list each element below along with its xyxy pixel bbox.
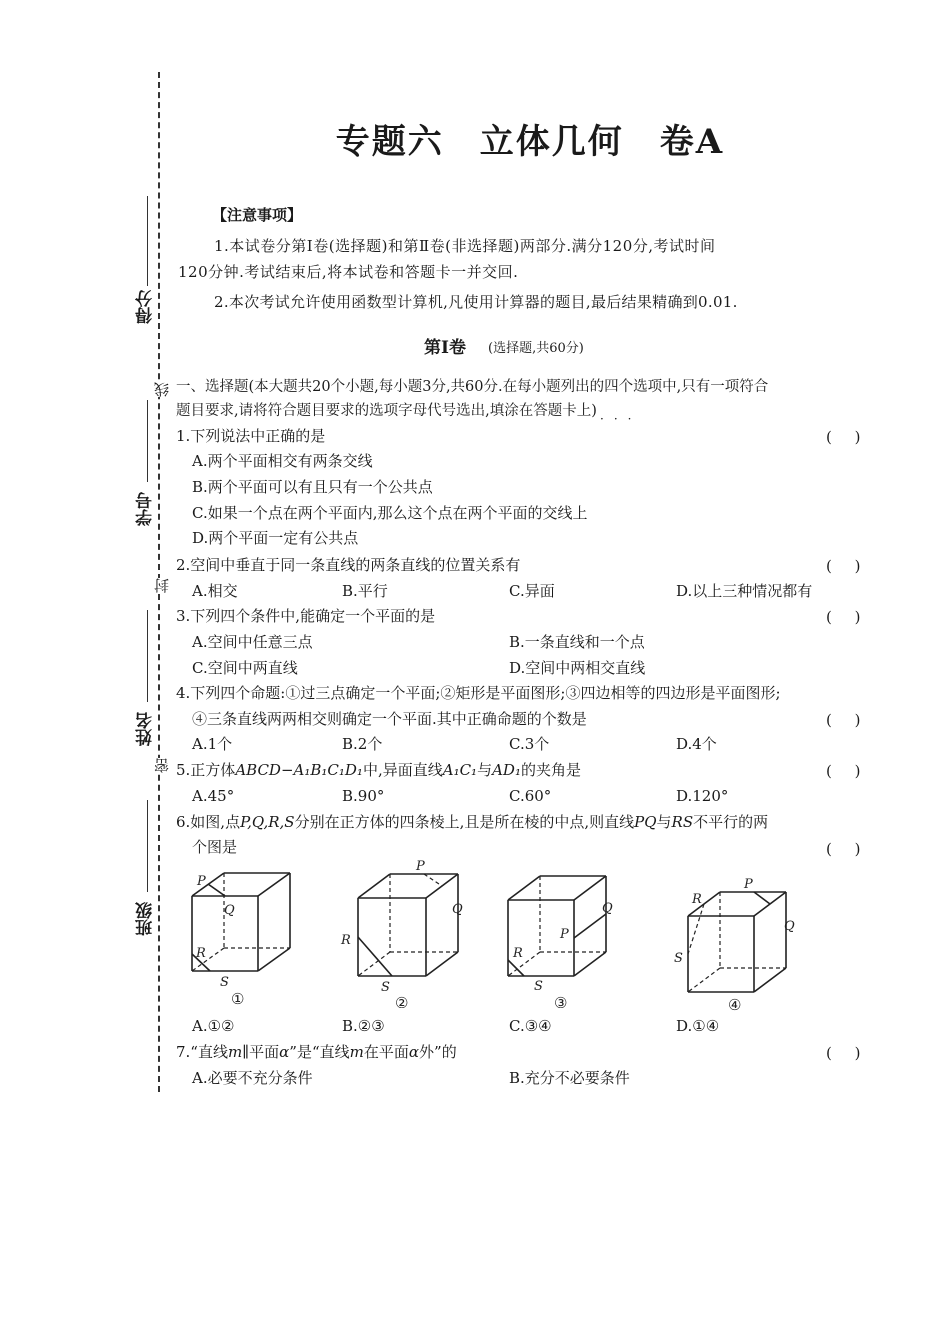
q6-option-b: B.②③ [342, 1017, 385, 1035]
student-id-label: 学号 [136, 492, 156, 526]
q3-option-a: A.空间中任意三点 [192, 633, 313, 651]
score-label: 得分 [136, 290, 156, 324]
q3-option-b: B.一条直线和一个点 [509, 633, 645, 651]
svg-text:P: P [197, 874, 206, 889]
part1-instruction-line1: 一、选择题(本大题共20个小题,每小题3分,共60分.在每小题列出的四个选项中,只有一项符合 [176, 379, 769, 395]
q5-option-c: C.60° [509, 787, 552, 805]
q3-answer-paren: ( ) [826, 608, 861, 626]
q1-stem: 1.下列说法中正确的是 [176, 427, 326, 445]
seal-seal-char: 封 [153, 578, 171, 593]
q4-stem-line2: ④三条直线两两相交则确定一个平面.其中正确命题的个数是 [192, 710, 587, 728]
q5-option-d: D.120° [676, 787, 729, 805]
svg-text:R: R [196, 946, 206, 961]
score-blank [147, 196, 148, 286]
notes-p2: 2.本次考试允许使用函数型计算机,凡使用计算器的题目,最后结果精确到0.01. [214, 293, 738, 311]
svg-text:R: R [692, 892, 702, 907]
q4-option-b: B.2个 [342, 735, 383, 753]
q1-option-a: A.两个平面相交有两条交线 [192, 452, 373, 470]
svg-text:R: R [341, 933, 351, 948]
q4-option-a: A.1个 [192, 735, 233, 753]
svg-text:P: P [560, 927, 569, 942]
q6-figure-4 [670, 876, 810, 1016]
svg-text:S: S [534, 979, 543, 994]
q2-answer-paren: ( ) [826, 557, 861, 575]
q2-option-b: B.平行 [342, 582, 388, 600]
q7-option-b: B.充分不必要条件 [509, 1069, 630, 1087]
q3-stem: 3.下列四个条件中,能确定一个平面的是 [176, 607, 436, 625]
q3-option-d: D.空间中两相交直线 [509, 659, 646, 677]
svg-text:①: ① [231, 990, 245, 1008]
svg-text:P: P [744, 877, 753, 892]
seal-secret-char: 密 [153, 758, 171, 773]
q5-option-b: B.90° [342, 787, 385, 805]
q2-option-c: C.异面 [509, 582, 555, 600]
q2-option-a: A.相交 [192, 582, 238, 600]
svg-text:Q: Q [224, 903, 235, 918]
q4-option-d: D.4个 [676, 735, 717, 753]
svg-text:S: S [220, 975, 229, 990]
q7-option-a: A.必要不充分条件 [192, 1069, 313, 1087]
q6-option-c: C.③④ [509, 1017, 552, 1035]
q5-option-a: A.45° [192, 787, 235, 805]
name-label: 姓名 [136, 712, 156, 746]
q1-option-d: D.两个平面一定有公共点 [192, 529, 359, 547]
q3-option-c: C.空间中两直线 [192, 659, 298, 677]
q1-option-c: C.如果一个点在两个平面内,那么这个点在两个平面的交线上 [192, 504, 588, 522]
seal-line-char: 线 [153, 382, 171, 397]
part1-instruction-line2: 题目要求,请将符合题目要求的选项字母代号选出,填涂在答题卡上) [176, 403, 597, 419]
q5-answer-paren: ( ) [826, 762, 861, 780]
svg-text:Q: Q [452, 902, 463, 917]
q5-stem: 5.正方体ABCD−A₁B₁C₁D₁中,异面直线A₁C₁与AD₁的夹角是 [176, 761, 581, 779]
q4-stem-line1: 4.下列四个命题:①过三点确定一个平面;②矩形是平面图形;③四边相等的四边形是平面图形; [176, 684, 781, 702]
q1-answer-paren: ( ) [826, 428, 861, 446]
class-label: 班级 [136, 902, 156, 936]
q6-figure-1 [180, 868, 300, 1008]
emphasis-dots: ··· [600, 412, 642, 426]
section-subtitle: (选择题,共60分) [488, 341, 584, 356]
q6-stem-line1: 6.如图,点P,Q,R,S分别在正方体的四条棱上,且是所在棱的中点,则直线PQ与RS不平行的两 [176, 813, 769, 831]
svg-text:②: ② [395, 994, 409, 1008]
student-id-blank [147, 400, 148, 482]
svg-text:S: S [381, 980, 390, 995]
q2-stem: 2.空间中垂直于同一条直线的两条直线的位置关系有 [176, 556, 521, 574]
svg-text:④: ④ [728, 996, 742, 1014]
q6-figure-3 [496, 864, 626, 1008]
svg-text:Q: Q [602, 901, 613, 916]
name-blank [147, 610, 148, 702]
page-title: 专题六 立体几何 卷A [335, 122, 725, 162]
q4-answer-paren: ( ) [826, 711, 861, 729]
svg-text:P: P [416, 859, 425, 874]
svg-text:Q: Q [784, 919, 795, 934]
notes-p1b: 120分钟.考试结束后,将本试卷和答题卡一并交回. [178, 263, 519, 281]
q7-stem: 7.“直线m∥平面α”是“直线m在平面α外”的 [176, 1043, 457, 1061]
q6-option-d: D.①④ [676, 1017, 720, 1035]
q6-option-a: A.①② [192, 1017, 235, 1035]
q2-option-d: D.以上三种情况都有 [676, 582, 813, 600]
q4-option-c: C.3个 [509, 735, 550, 753]
svg-text:③: ③ [554, 994, 568, 1008]
notes-heading: 【注意事项】 [212, 206, 303, 224]
svg-text:R: R [513, 946, 523, 961]
q6-figure-2 [340, 858, 470, 1008]
q6-answer-paren: ( ) [826, 840, 861, 858]
class-blank [147, 800, 148, 892]
q7-answer-paren: ( ) [826, 1044, 861, 1062]
section-title: 第Ⅰ卷 [424, 338, 466, 358]
q1-option-b: B.两个平面可以有且只有一个公共点 [192, 478, 433, 496]
q6-stem-line2: 个图是 [192, 838, 238, 856]
notes-p1a: 1.本试卷分第Ⅰ卷(选择题)和第Ⅱ卷(非选择题)两部分.满分120分,考试时间 [214, 237, 716, 255]
svg-text:S: S [674, 951, 683, 966]
